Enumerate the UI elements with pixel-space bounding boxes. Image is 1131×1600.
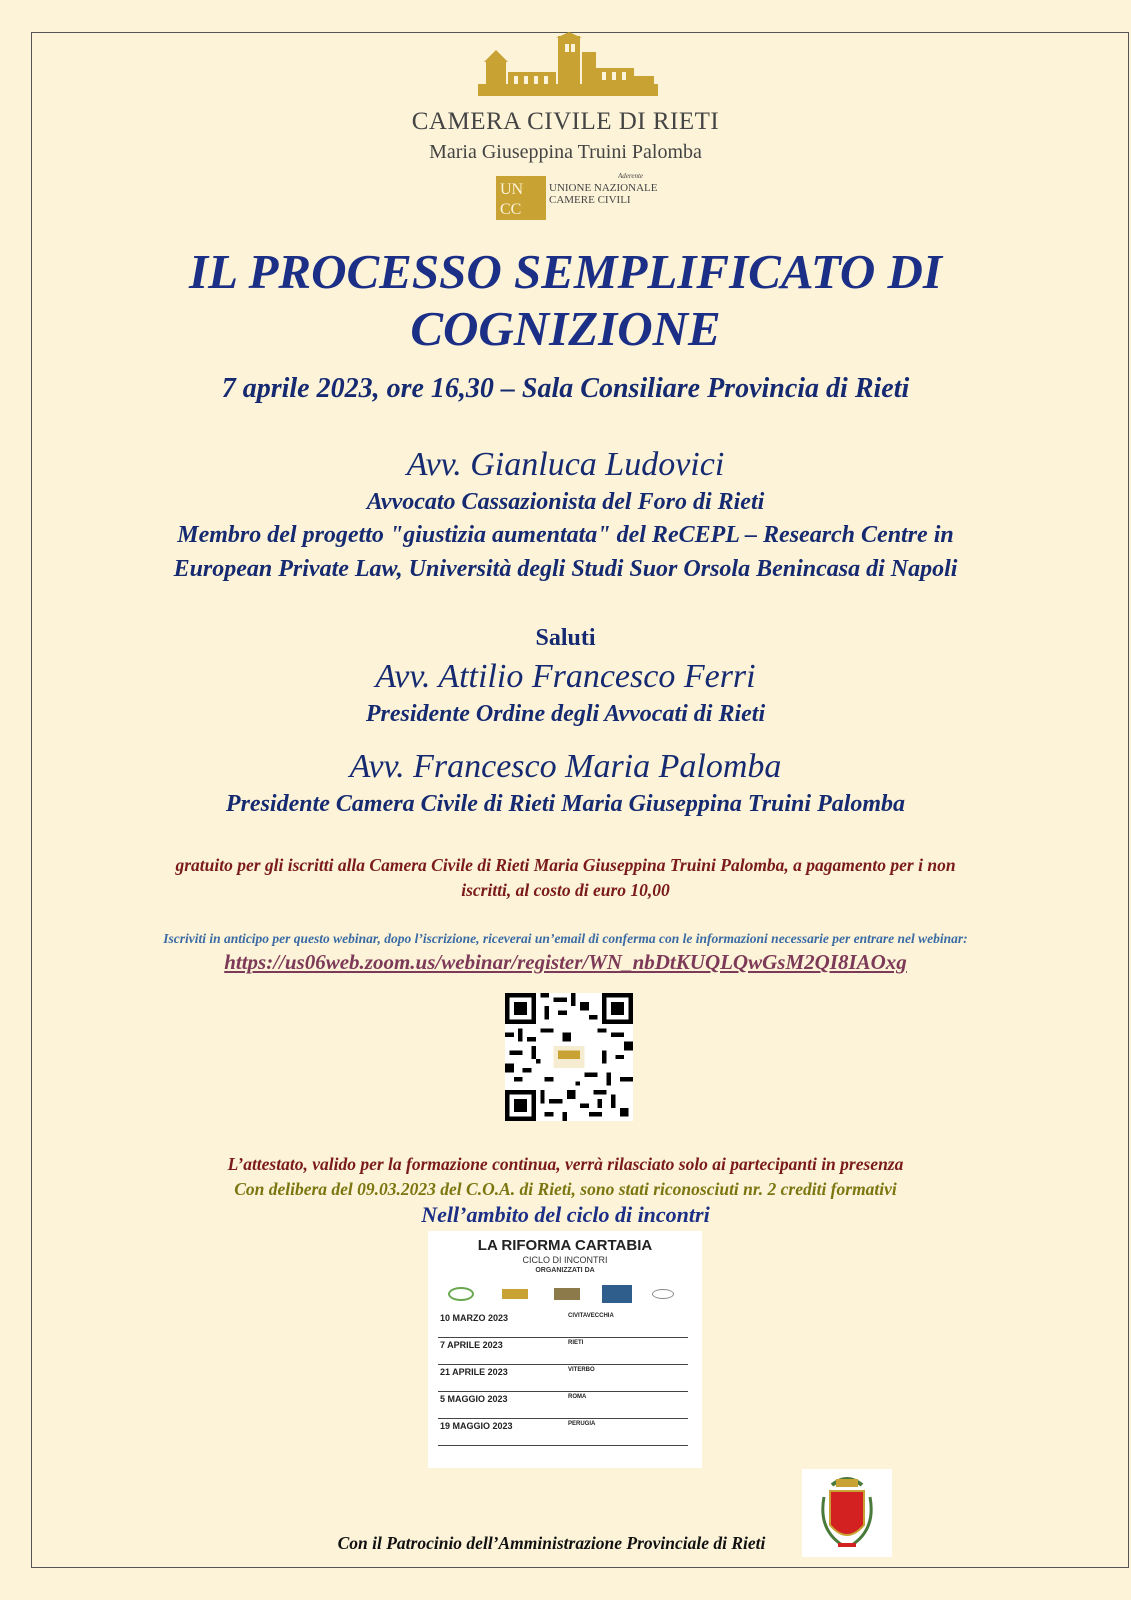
greeting1-role: Presidente Ordine degli Avvocati di Rieti bbox=[365, 701, 766, 727]
org-subtitle: Maria Giuseppina Truini Palomba bbox=[429, 141, 702, 163]
organizer-logo-icon bbox=[502, 1289, 528, 1299]
cycle-note: Nell’ambito del ciclo di incontri bbox=[421, 1202, 710, 1227]
speaker-name: Avv. Gianluca Ludovici bbox=[406, 446, 725, 483]
uncc-adherent: Aderente bbox=[618, 172, 644, 180]
organizer-logo-icon bbox=[602, 1285, 632, 1303]
organizer-logo-icon bbox=[652, 1289, 674, 1299]
speaker-role3: European Private Law, Università degli Studi Suor Orsola Benincasa di Napoli bbox=[173, 556, 958, 582]
uncc-line2: CAMERE CIVILI bbox=[549, 194, 631, 206]
flyer-title: LA RIFORMA CARTABIA bbox=[477, 1237, 653, 1254]
speaker-role1: Avvocato Cassazionista del Foro di Rieti bbox=[366, 489, 765, 515]
registration-link[interactable]: https://us06web.zoom.us/webinar/register/WN_nbDtKUQLQwGsM2QI8IAOxg bbox=[224, 950, 907, 974]
schedule-row bbox=[438, 1419, 688, 1446]
schedule-date: 7 APRILE 2023 bbox=[440, 1340, 503, 1350]
schedule-city: ROMA bbox=[568, 1394, 587, 1400]
flyer-organizer-logos bbox=[442, 1285, 688, 1303]
schedule-date: 5 MAGGIO 2023 bbox=[440, 1394, 508, 1404]
greeting2-role: Presidente Camera Civile di Rieti Maria Giuseppina Truini Palomba bbox=[225, 791, 906, 817]
flyer-schedule bbox=[438, 1311, 688, 1446]
camera-civile-logo-icon bbox=[478, 32, 658, 104]
schedule-date: 10 MARZO 2023 bbox=[440, 1313, 509, 1323]
greeting1-name: Avv. Attilio Francesco Ferri bbox=[375, 658, 756, 695]
uncc-name bbox=[549, 182, 657, 206]
schedule-city: CIVITAVECCHIA bbox=[568, 1313, 614, 1319]
greetings-label: Saluti bbox=[535, 625, 596, 651]
speaker-role2: Membro del progetto "giustizia aumentata" del ReCEPL – Research Centre in bbox=[177, 522, 954, 548]
registration-note: Iscriviti in anticipo per questo webinar, dopo l’iscrizione, riceverai un’email di conferma con le informazioni necessarie per entrare nel webinar: bbox=[163, 931, 968, 946]
patronage-note: Con il Patrocinio dell’Amministrazione Provinciale di Rieti bbox=[337, 1533, 766, 1553]
schedule-city: RIETI bbox=[568, 1340, 584, 1346]
event-date-place: 7 aprile 2023, ore 16,30 – Sala Consiliare Provincia di Rieti bbox=[221, 373, 910, 404]
fee-line2: iscritti, al costo di euro 10,00 bbox=[461, 880, 670, 900]
event-title-line1: IL PROCESSO SEMPLIFICATO DI bbox=[189, 244, 942, 299]
svg-text:UN: UN bbox=[500, 181, 524, 198]
svg-text:CC: CC bbox=[500, 201, 522, 218]
uncc-line1: UNIONE NAZIONALE bbox=[549, 182, 658, 194]
qr-code-icon[interactable] bbox=[505, 993, 633, 1121]
organizer-logo-icon bbox=[554, 1288, 580, 1300]
schedule-row bbox=[438, 1365, 688, 1392]
uncc-logo-icon bbox=[496, 176, 546, 220]
attestato-note: L’attestato, valido per la formazione continua, verrà rilasciato solo ai partecipanti in presenza bbox=[227, 1154, 904, 1174]
schedule-date: 19 MAGGIO 2023 bbox=[440, 1421, 513, 1431]
flyer-subtitle: CICLO DI INCONTRI bbox=[522, 1255, 608, 1265]
schedule-date: 21 APRILE 2023 bbox=[440, 1367, 508, 1377]
organizer-logo-icon bbox=[448, 1287, 474, 1301]
cartabia-flyer bbox=[428, 1231, 702, 1468]
schedule-city: VITERBO bbox=[568, 1367, 595, 1373]
schedule-row bbox=[438, 1311, 688, 1338]
greeting2-name: Avv. Francesco Maria Palomba bbox=[349, 748, 782, 785]
schedule-row bbox=[438, 1392, 688, 1419]
delibera-note: Con delibera del 09.03.2023 del C.O.A. di Rieti, sono stati riconosciuti nr. 2 crediti formativi bbox=[234, 1179, 897, 1199]
fee-line1: gratuito per gli iscritti alla Camera Civile di Rieti Maria Giuseppina Truini Palomba, a pagamento per i non bbox=[175, 855, 956, 875]
schedule-city: PERUGIA bbox=[568, 1421, 596, 1427]
schedule-row bbox=[438, 1338, 688, 1365]
org-name: CAMERA CIVILE DI RIETI bbox=[411, 108, 720, 135]
event-title-line2: COGNIZIONE bbox=[410, 301, 721, 356]
flyer-organized: ORGANIZZATI DA bbox=[535, 1267, 595, 1274]
